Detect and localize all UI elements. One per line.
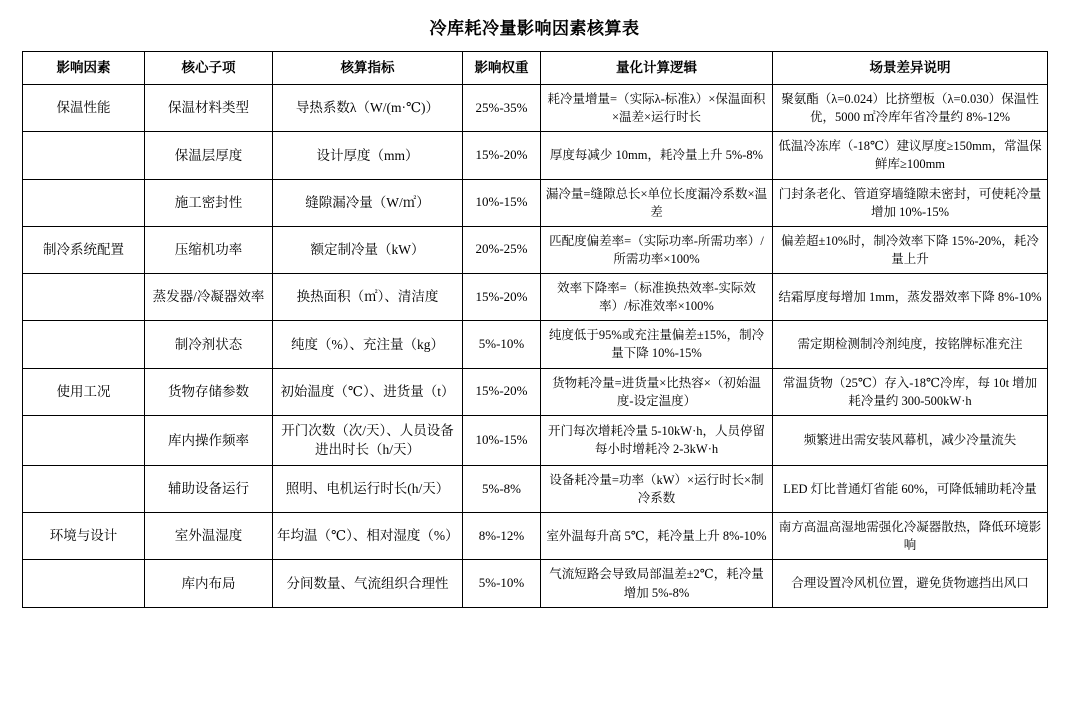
cell-logic: 开门每次增耗冷量 5-10kW·h，人员停留每小时增耗冷 2-3kW·h [541, 415, 773, 465]
cell-metric: 额定制冷量（kW） [273, 226, 463, 273]
cell-logic: 漏冷量=缝隙总长×单位长度漏冷系数×温差 [541, 179, 773, 226]
cell-subitem: 压缩机功率 [145, 226, 273, 273]
cell-weight: 20%-25% [463, 226, 541, 273]
table-header-row [23, 52, 1048, 85]
table-row [23, 465, 1048, 512]
cell-factor [23, 274, 145, 321]
table-row [23, 132, 1048, 179]
cell-scenario: 低温冷冻库（-18℃）建议厚度≥150mm，常温保鲜库≥100mm [773, 132, 1048, 179]
table-row [23, 274, 1048, 321]
cell-factor [23, 465, 145, 512]
cell-metric: 缝隙漏冷量（W/㎡） [273, 179, 463, 226]
column-header-logic: 量化计算逻辑 [541, 52, 773, 85]
cell-weight: 15%-20% [463, 132, 541, 179]
cell-subitem: 蒸发器/冷凝器效率 [145, 274, 273, 321]
cell-scenario: 频繁进出需安装风幕机，减少冷量流失 [773, 415, 1048, 465]
cell-scenario: 结霜厚度每增加 1mm，蒸发器效率下降 8%-10% [773, 274, 1048, 321]
cell-metric: 初始温度（℃）、进货量（t） [273, 368, 463, 415]
table-row [23, 321, 1048, 368]
table-row [23, 179, 1048, 226]
cell-logic: 纯度低于95%或充注量偏差±15%，制冷量下降 10%-15% [541, 321, 773, 368]
document-page [0, 14, 1069, 719]
cell-logic: 室外温每升高 5℃，耗冷量上升 8%-10% [541, 513, 773, 560]
cooling-load-factors-table [22, 51, 1048, 608]
cell-factor: 保温性能 [23, 85, 145, 132]
cell-metric: 纯度（%）、充注量（kg） [273, 321, 463, 368]
cell-factor [23, 415, 145, 465]
cell-weight: 15%-20% [463, 274, 541, 321]
cell-subitem: 库内操作频率 [145, 415, 273, 465]
cell-subitem: 保温层厚度 [145, 132, 273, 179]
cell-logic: 效率下降率=（标准换热效率-实际效率）/标准效率×100% [541, 274, 773, 321]
column-header-metric: 核算指标 [273, 52, 463, 85]
cell-weight: 5%-8% [463, 465, 541, 512]
page-title: 冷库耗冷量影响因素核算表 [429, 19, 640, 38]
cell-metric: 照明、电机运行时长(h/天） [273, 465, 463, 512]
cell-logic: 匹配度偏差率=（实际功率-所需功率）/所需功率×100% [541, 226, 773, 273]
cell-factor [23, 179, 145, 226]
cell-factor: 环境与设计 [23, 513, 145, 560]
cell-subitem: 辅助设备运行 [145, 465, 273, 512]
cell-metric: 设计厚度（mm） [273, 132, 463, 179]
table-row [23, 560, 1048, 607]
cell-scenario: 门封条老化、管道穿墙缝隙未密封，可使耗冷量增加 10%-15% [773, 179, 1048, 226]
cell-factor [23, 321, 145, 368]
cell-weight: 8%-12% [463, 513, 541, 560]
cell-weight: 25%-35% [463, 85, 541, 132]
cell-subitem: 施工密封性 [145, 179, 273, 226]
cell-scenario: 聚氨酯（λ=0.024）比挤塑板（λ=0.030）保温性优，5000 ㎡冷库年省冷量约 8%-12% [773, 85, 1048, 132]
table-row [23, 415, 1048, 465]
cell-scenario: 南方高温高湿地需强化冷凝器散热，降低环境影响 [773, 513, 1048, 560]
table-row [23, 226, 1048, 273]
cell-subitem: 库内布局 [145, 560, 273, 607]
column-header-factor: 影响因素 [23, 52, 145, 85]
cell-factor: 使用工况 [23, 368, 145, 415]
cell-factor [23, 560, 145, 607]
cell-subitem: 制冷剂状态 [145, 321, 273, 368]
column-header-weight: 影响权重 [463, 52, 541, 85]
cell-metric: 开门次数（次/天）、人员设备进出时长（h/天） [273, 415, 463, 465]
cell-subitem: 保温材料类型 [145, 85, 273, 132]
cell-scenario: 偏差超±10%时，制冷效率下降 15%-20%，耗冷量上升 [773, 226, 1048, 273]
table-row [23, 368, 1048, 415]
table-row [23, 513, 1048, 560]
cell-metric: 换热面积（㎡）、清洁度 [273, 274, 463, 321]
cell-logic: 耗冷量增量=（实际λ-标准λ）×保温面积×温差×运行时长 [541, 85, 773, 132]
cell-metric: 分间数量、气流组织合理性 [273, 560, 463, 607]
cell-logic: 厚度每减少 10mm，耗冷量上升 5%-8% [541, 132, 773, 179]
cell-weight: 5%-10% [463, 321, 541, 368]
cell-weight: 10%-15% [463, 415, 541, 465]
cell-factor [23, 132, 145, 179]
cell-factor: 制冷系统配置 [23, 226, 145, 273]
cell-metric: 年均温（℃）、相对湿度（%） [273, 513, 463, 560]
cell-logic: 货物耗冷量=进货量×比热容×（初始温度-设定温度） [541, 368, 773, 415]
cell-scenario: 合理设置冷风机位置，避免货物遮挡出风口 [773, 560, 1048, 607]
cell-logic: 气流短路会导致局部温差±2℃，耗冷量增加 5%-8% [541, 560, 773, 607]
cell-subitem: 货物存储参数 [145, 368, 273, 415]
cell-weight: 10%-15% [463, 179, 541, 226]
column-header-subitem: 核心子项 [145, 52, 273, 85]
table-row [23, 85, 1048, 132]
cell-weight: 5%-10% [463, 560, 541, 607]
column-header-scenario: 场景差异说明 [773, 52, 1048, 85]
cell-scenario: LED 灯比普通灯省能 60%，可降低辅助耗冷量 [773, 465, 1048, 512]
cell-weight: 15%-20% [463, 368, 541, 415]
cell-logic: 设备耗冷量=功率（kW）×运行时长×制冷系数 [541, 465, 773, 512]
cell-metric: 导热系数λ（W/(m·℃)） [273, 85, 463, 132]
cell-scenario: 需定期检测制冷剂纯度，按铭牌标准充注 [773, 321, 1048, 368]
cell-subitem: 室外温湿度 [145, 513, 273, 560]
cell-scenario: 常温货物（25℃）存入-18℃冷库，每 10t 增加耗冷量约 300-500kW·h [773, 368, 1048, 415]
